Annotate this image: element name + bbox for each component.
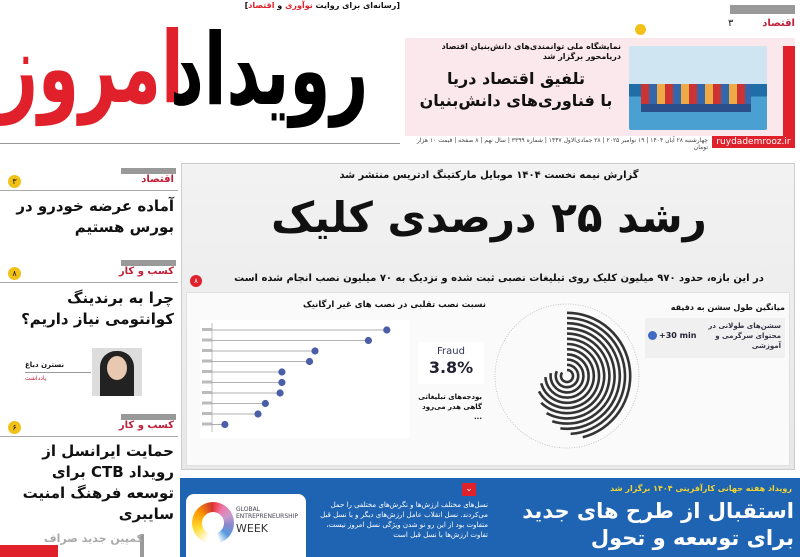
row-label-placeholder [202,339,212,342]
divider [0,436,178,437]
row-label-placeholder [202,381,212,384]
dial-ring [495,304,639,448]
bottom-body: نسل‌های مختلف ارزش‌ها و نگرش‌های مختلفی را حمل می‌کردند. نسل انقلاب عامل ارزش‌های دیگر و با نسل قبل متفاوت بود از این رو نو شدن ویژگی نسل امروز نیست، تفاوت ارزش‌ها با نسل قبل است [320,501,488,539]
session-subtitle: سشن‌های طولانی در محتوای سرگرمی و آموزشی [708,322,781,350]
logo-red-word: امروز [0,10,184,126]
main-lead: در این بازه، حدود ۹۷۰ میلیون کلیک روی تبلیغات نصبی ثبت شده و نزدیک به ۷۰ میلیون نصب انجام شده است [234,273,764,284]
lollipop-dot [311,347,318,354]
feature-box[interactable] [405,38,795,136]
lollipop-dot [262,400,269,407]
tagline-prefix: [رسانه‌ای برای روایت [312,1,400,10]
divider [0,190,178,191]
lollipop-dot [383,326,390,333]
section-bar [730,5,795,14]
fraud-lollipop-chart [200,320,410,438]
row-label-placeholder [202,360,212,363]
cargo-ship-image [629,46,767,130]
section-label: کسب و کار [118,266,174,277]
fraud-value: 3.8% [428,358,474,377]
feature-title-line: با فناوری‌های دانش‌بنیان [419,91,613,110]
session-radial-chart [492,296,642,456]
chart-title: نسبت نصب تقلبی در نصب های غیر ارگانیک [302,300,486,310]
author-name: نسترن دباغ [25,361,65,369]
budget-note: بودجه‌های تبلیغاتی گاهی هدر می‌رود ... [418,393,482,421]
session-arc [541,349,594,403]
session-arc [561,370,573,382]
session-value: +30 min [659,331,697,340]
session-value-wrap [648,331,696,341]
gew-line: GLOBAL [236,506,261,513]
divider [0,143,400,144]
gew-text [236,506,298,520]
fraud-label: Fraud [437,346,465,357]
gew-line: ENTREPRENEURSHIP [236,513,299,520]
logo-black-word: رویداد [170,12,369,128]
row-label-placeholder [202,402,212,405]
promo-red-block [0,545,58,557]
gew-week: WEEK [236,522,268,535]
gew-logo [186,494,306,557]
dateline: چهارشنبه ۲۸ آبان ۱۴۰۴ | ۱۹ نوامبر ۲۰۲۵ | ۲۸ جمادی‌الاول ۱۴۴۷ | شماره ۳۳۹۹ | سال نهم | ۸ صفحه | قیمت ۱۰ هزار تومان [416,137,708,151]
tagline-innovation: نوآوری [285,1,313,10]
lollipop-dot [306,358,313,365]
author-photo [92,348,142,396]
headline[interactable]: چرا به برندینگ کوانتومی نیاز داریم؟ [21,289,174,328]
main-kicker: گزارش نیمه نخست ۱۴۰۴ موبایل مارکتینگ ادتریس منتشر شد [339,170,639,181]
lollipop-dot [254,410,261,417]
tagline-economy: اقتصاد [248,1,275,10]
session-title: میانگین طول سشن به دقیقه [670,303,785,312]
bottom-kicker: رویداد هفته جهانی کارآفرینی ۱۴۰۴ برگزار شد [610,484,792,493]
play-icon [648,331,657,340]
chevron-down-icon: ⌄ [462,483,476,496]
headline[interactable]: آماده عرضه خودرو در بورس هستیم [16,197,174,236]
row-label-placeholder [202,328,212,331]
masthead-logo [0,0,400,150]
tagline-suffix: ] [244,1,249,10]
lollipop-dot [276,389,283,396]
section-label: کسب و کار [118,420,174,431]
row-label-placeholder [202,412,212,415]
divider [0,282,178,283]
row-label-placeholder [202,370,212,373]
main-headline: رشد ۲۵ درصدی کلیک [271,193,707,242]
left-column [0,160,178,557]
author-role: یادداشت [25,375,47,382]
lollipop-dot [221,421,228,428]
session-stat [645,318,785,358]
row-label-placeholder [202,423,212,426]
lollipop-dot [278,368,285,375]
page-badge: ۳ [8,175,21,188]
page-badge: ۸ [190,275,202,287]
divider [25,372,91,373]
session-arc [556,365,578,387]
section-label: اقتصاد [141,174,174,185]
accent-bar [783,46,795,136]
section-label: اقتصاد [762,18,795,29]
decor-dot [635,24,646,35]
promo-headline: کمپین جدید صراف [43,532,143,545]
website-link[interactable]: ruydademrooz.ir [712,136,795,148]
page-badge: ۸ [8,267,21,280]
row-label-placeholder [202,349,212,352]
tagline [220,1,400,11]
bottom-headline: استقبال از طرح های جدید برای توسعه و تحول [522,499,794,550]
gew-ring-icon [192,502,234,544]
page-badge: ۶ [8,421,21,434]
lollipop-dot [365,337,372,344]
feature-kicker: نمایشگاه ملی توانمندی‌های دانش‌بنیان اقتصاد دریامحور برگزار شد [441,42,621,61]
feature-title-line: تلفیق اقتصاد دریا [446,69,586,88]
headline[interactable]: حمایت ایرانسل از رویداد CTB برای توسعه فرهنگ امنیت سایبری [22,442,174,523]
tagline-and: و [274,1,286,10]
feature-title [411,68,621,112]
fraud-stat [418,342,484,384]
section-page-number: ۳ [728,18,734,29]
lollipop-dot [278,379,285,386]
row-label-placeholder [202,391,212,394]
